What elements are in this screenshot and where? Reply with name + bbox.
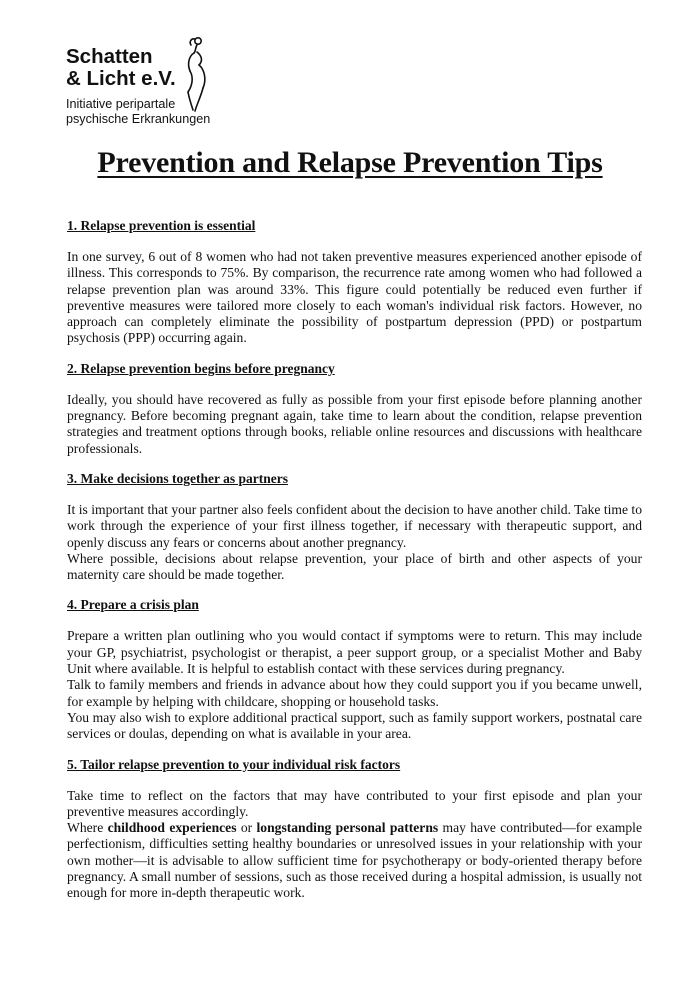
paragraph: Take time to reflect on the factors that may have contributed to your first episode and plan your preventive measures accordingly. [67,787,642,819]
page-title: Prevention and Relapse Prevention Tips [97,146,603,179]
logo-wordmark [66,46,176,90]
logo [66,34,256,134]
logo-tagline-2: psychische Erkrankungen [66,111,211,126]
section-2 [67,361,642,457]
document-body [67,218,642,916]
bold-term: childhood experiences [107,820,237,836]
rich-paragraph [67,820,642,901]
section-heading: 1. Relapse prevention is essential [67,218,256,233]
paragraph: Prepare a written plan outlining who you would contact if symptoms were to return. This may include your GP, psychiatrist, psychologist or therapist, a peer support group, or a specialist Mother and Baby Unit where available. It is helpful to establish contact with these services during pregnancy. [67,628,642,677]
logo-line-1: Schatten [66,45,153,68]
text-run: Where [67,820,108,836]
logo-tagline [66,97,210,126]
paragraph: It is important that your partner also feels confident about the decision to have another child. Take time to work through the experience of your first illness together, if necessary with therapeutic support, and openly discuss any fears or concerns about another pregnancy. [67,501,642,550]
paragraph: Ideally, you should have recovered as fully as possible from your first episode before planning another pregnancy. Before becoming pregnant again, take time to learn about the condition, relapse prevention strategies and treatment options through books, reliable online resources and discussions with healthcare professionals. [67,391,642,456]
section-1 [67,218,642,347]
paragraph: Talk to family members and friends in advance about how they could support you if you became unwell, for example by helping with childcare, shopping or household tasks. [67,677,642,709]
section-4 [67,597,642,742]
section-heading: 4. Prepare a crisis plan [67,597,199,613]
text-run: may have contributed—for example perfectionism, difficulties setting healthy boundaries or unresolved issues in your relationship with your own mother—it is advisable to allow sufficient time for psychotherapy or body-oriented therapy before pregnancy. A small number of sessions, such as those received during a hospital admission, is usually not enough for more in-depth therapeutic work. [67,820,642,901]
section-5 [67,757,642,902]
section-heading: 5. Tailor relapse prevention to your individual risk factors [67,756,401,772]
bold-term: longstanding personal patterns [256,820,439,836]
section-3 [67,471,642,583]
paragraph: In one survey, 6 out of 8 women who had not taken preventive measures experienced another episode of illness. This corresponds to 75%. By comparison, the recurrence rate among women who had followed a relapse prevention plan was around 33%. This figure could potentially be reduced even further if preventive measures were tailored more closely to each woman's individual risk factors. However, no approach can completely eliminate the possibility of postpartum depression (PPD) or postpartum psychosis (PPP) occurring again. [67,249,642,346]
logo-line-2: & Licht e.V. [66,67,176,90]
logo-tagline-1: Initiative peripartale [66,97,176,111]
paragraph: Where possible, decisions about relapse prevention, your place of birth and other aspects of your maternity care should be made together. [67,550,642,583]
paragraph: You may also wish to explore additional practical support, such as family support workers, postnatal care services or doulas, depending on what is available in your area. [67,709,642,742]
text-run: or [236,820,257,836]
section-heading: 2. Relapse prevention begins before pregnancy [67,360,335,376]
section-heading: 3. Make decisions together as partners [67,470,288,486]
